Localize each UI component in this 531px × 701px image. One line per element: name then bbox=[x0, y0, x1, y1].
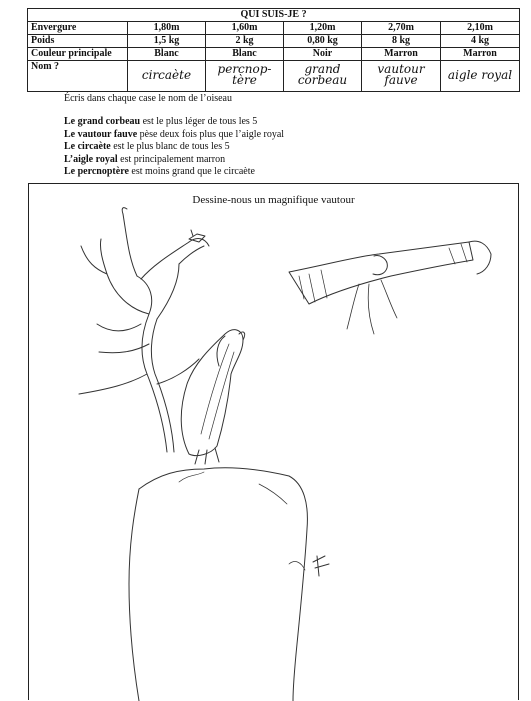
name-cell[interactable] bbox=[441, 61, 520, 92]
pencil-drawing bbox=[29, 184, 520, 701]
quiz-table bbox=[27, 8, 520, 92]
table-cell: Blanc bbox=[206, 48, 284, 61]
clue-subject: L’aigle royal bbox=[64, 153, 118, 165]
cliff-drawing bbox=[129, 468, 307, 701]
table-cell: 2 kg bbox=[206, 35, 284, 48]
table-title: QUI SUIS-JE ? bbox=[28, 9, 520, 22]
clue-subject: Le grand corbeau bbox=[64, 116, 141, 127]
clue-item bbox=[64, 166, 284, 179]
tree-drawing bbox=[79, 208, 209, 452]
clue-subject: Le percnoptère bbox=[64, 166, 129, 177]
drawing-title: Dessine-nous un magnifique vautour bbox=[192, 194, 355, 206]
flying-vulture-drawing bbox=[289, 241, 491, 334]
clue-item bbox=[64, 141, 284, 154]
row-label-poids: Poids bbox=[28, 35, 128, 48]
table-cell: Marron bbox=[441, 48, 520, 61]
clue-item bbox=[64, 154, 284, 167]
drawing-frame[interactable] bbox=[28, 183, 519, 700]
table-cell: 0,80 kg bbox=[284, 35, 362, 48]
names-row bbox=[28, 61, 520, 92]
handwritten-answer: circaète bbox=[141, 67, 192, 82]
handwritten-answer: vautour fauve bbox=[377, 62, 425, 87]
clue-text: est le plus léger de tous les 5 bbox=[140, 116, 258, 127]
instruction-text: Écris dans chaque case le nom de l’oiseau bbox=[64, 93, 232, 104]
table-cell: 4 kg bbox=[441, 35, 520, 48]
name-cell[interactable] bbox=[362, 61, 441, 92]
table-cell: 1,20m bbox=[284, 22, 362, 35]
handwritten-answer: percnop-tère bbox=[217, 62, 272, 87]
clue-subject: Le vautour fauve bbox=[64, 128, 138, 140]
table-cell: 1,80m bbox=[128, 22, 206, 35]
table-cell: Marron bbox=[362, 48, 441, 61]
quiz-table-container bbox=[27, 8, 519, 92]
name-cell[interactable] bbox=[128, 61, 206, 92]
name-cell[interactable] bbox=[206, 61, 284, 92]
table-cell: Blanc bbox=[128, 48, 206, 61]
clue-item bbox=[64, 116, 284, 129]
table-row bbox=[28, 35, 520, 48]
clue-text: est principalement marron bbox=[117, 153, 226, 165]
clue-text: est le plus blanc de tous les 5 bbox=[110, 141, 230, 152]
table-row bbox=[28, 48, 520, 61]
clue-text: pèse deux fois plus que l’aigle royal bbox=[137, 128, 285, 140]
table-title-row bbox=[28, 9, 520, 22]
clue-text: est moins grand que le circaète bbox=[128, 166, 255, 177]
table-cell: 1,5 kg bbox=[128, 35, 206, 48]
table-cell: Noir bbox=[284, 48, 362, 61]
row-label-couleur: Couleur principale bbox=[28, 48, 128, 61]
clue-list bbox=[64, 116, 284, 179]
table-row bbox=[28, 22, 520, 35]
row-label-envergure: Envergure bbox=[28, 22, 128, 35]
clue-item bbox=[64, 129, 284, 142]
table-cell: 8 kg bbox=[362, 35, 441, 48]
table-cell: 1,60m bbox=[206, 22, 284, 35]
row-label-nom: Nom ? bbox=[28, 61, 128, 92]
small-tree-drawing bbox=[313, 556, 329, 576]
name-cell[interactable] bbox=[284, 61, 362, 92]
small-bird-drawing bbox=[189, 230, 205, 242]
table-cell: 2,10m bbox=[441, 22, 520, 35]
perched-vulture-drawing bbox=[181, 330, 244, 464]
handwritten-answer: grand corbeau bbox=[297, 62, 348, 87]
clue-subject: Le circaète bbox=[64, 141, 111, 152]
handwritten-answer: aigle royal bbox=[447, 67, 513, 82]
table-cell: 2,70m bbox=[362, 22, 441, 35]
